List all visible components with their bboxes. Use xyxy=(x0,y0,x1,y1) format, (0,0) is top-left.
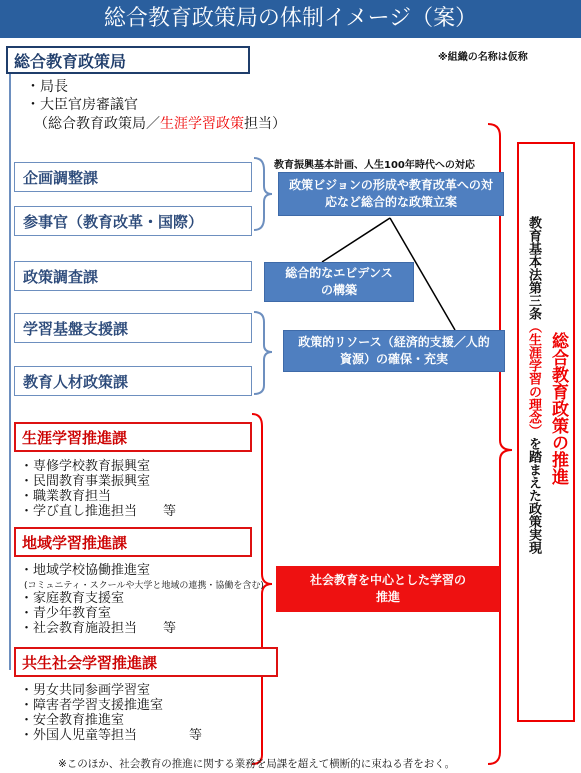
dept-policy-research: 政策調査課 xyxy=(14,261,252,291)
inclusive-item-3: ・安全教育推進室 xyxy=(20,713,125,728)
vision-box: 政策ビジョンの形成や教育改革への対応など総合的な政策立案 xyxy=(278,172,504,216)
councillor-scope-red: 生涯学習政策 xyxy=(160,116,244,132)
dept-counsellor-reform: 参事官（教育改革・国際） xyxy=(14,206,252,236)
basic-act-part2: （生涯学習の理念） xyxy=(526,320,541,437)
lifelong-item-1: ・専修学校教育振興室 xyxy=(20,459,151,474)
bureau-line-councillor: ・大臣官房審議官 xyxy=(26,97,138,113)
regional-item-1-note: (コミュニティ・スクールや大学と地域の連携・協働を含む) xyxy=(24,581,264,591)
inclusive-item-4: ・外国人児童等担当 等 xyxy=(20,728,203,743)
dept-education-personnel: 教育人材政策課 xyxy=(14,366,252,396)
inclusive-item-1: ・男女共同参画学習室 xyxy=(20,683,151,698)
dept-regional-learning: 地域学習推進課 xyxy=(14,527,252,557)
basic-act-part1: 教育基本法第三条 xyxy=(526,216,541,320)
footer-note: ※このほか、社会教育の推進に関する業務を局課を超えて横断的に束ねる者をおく。 xyxy=(58,758,456,770)
regional-item-2: ・家庭教育支援室 xyxy=(20,591,125,606)
councillor-scope-prefix: （総合教育政策局／ xyxy=(34,116,160,132)
lifelong-item-4: ・学び直し推進担当 等 xyxy=(20,504,177,519)
regional-item-4: ・社会教育施設担当 等 xyxy=(20,621,177,636)
councillor-scope-suffix: 担当） xyxy=(244,116,286,132)
social-education-box: 社会教育を中心とした学習の推進 xyxy=(276,566,500,612)
basic-act-part3: を踏まえた政策実現 xyxy=(526,437,541,554)
evidence-box: 総合的なエビデンスの構築 xyxy=(264,262,414,302)
inclusive-item-2: ・障害者学習支援推進室 xyxy=(20,698,164,713)
dept-learning-infra: 学習基盤支援課 xyxy=(14,313,252,343)
dept-inclusive-learning: 共生社会学習推進課 xyxy=(14,647,278,677)
regional-item-3: ・青少年教育室 xyxy=(20,606,112,621)
resources-box: 政策的リソース（経済的支援／人的資源）の確保・充実 xyxy=(283,330,505,372)
lifelong-item-3: ・職業教育担当 xyxy=(20,489,112,504)
dept-planning-coordination: 企画調整課 xyxy=(14,162,252,192)
names-note: ※組織の名称は仮称 xyxy=(438,52,528,63)
bureau-name-box: 総合教育政策局 xyxy=(6,46,250,74)
page-title: 総合教育政策局の体制イメージ（案） xyxy=(0,0,581,38)
dept-lifelong-learning: 生涯学習推進課 xyxy=(14,422,252,452)
planning-header: 教育振興基本計画、人生100年時代への対応 xyxy=(274,160,475,171)
bureau-line-director: ・局長 xyxy=(26,79,68,95)
regional-item-1: ・地域学校協働推進室 xyxy=(20,563,151,578)
lifelong-item-2: ・民間教育事業振興室 xyxy=(20,474,151,489)
policy-promotion-text: 総合教育政策の推進 xyxy=(548,332,568,485)
